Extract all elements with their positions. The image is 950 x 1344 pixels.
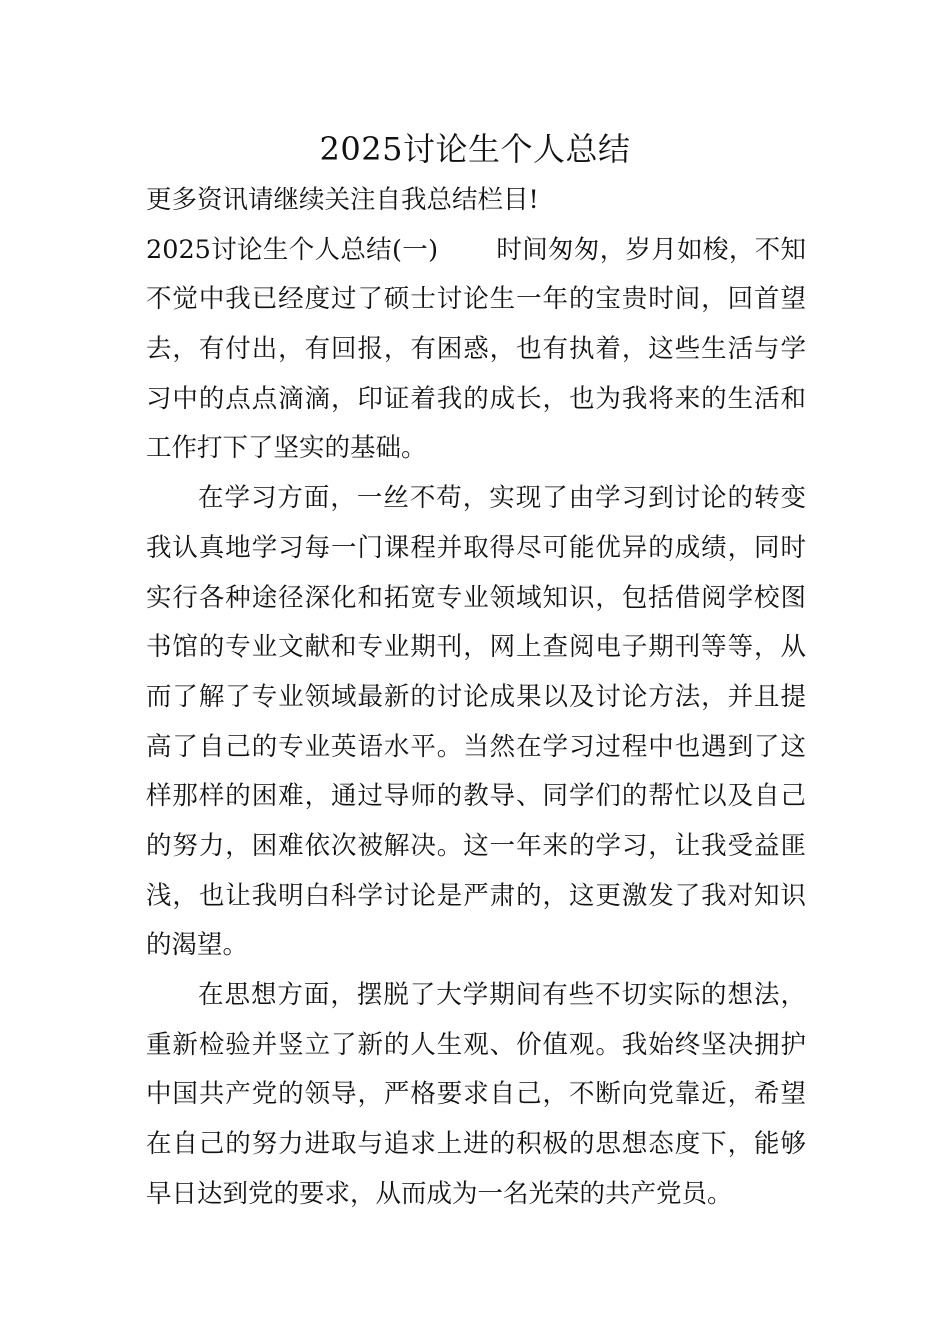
paragraph-line: 实行各种途径深化和拓宽专业领域知识，包括借阅学校图: [146, 582, 806, 613]
paragraph-line: 习中的点点滴滴，印证着我的成长，也为我将来的生活和: [146, 383, 806, 414]
paragraph-line: 在思想方面，摆脱了大学期间有些不切实际的想法，: [198, 980, 806, 1010]
paragraph-line: 的努力，困难依次被解决。这一年来的学习，让我受益匪: [146, 830, 806, 861]
document-body: [146, 176, 806, 1219]
paragraph-line: 样那样的困难，通过导师的教导、同学们的帮忙以及自己: [146, 781, 806, 812]
paragraph-line: 书馆的专业文献和专业期刊，网上查阅电子期刊等等，从: [146, 632, 806, 663]
paragraph-line: 中国共产党的领导，严格要求自己，不断向党靠近，希望: [146, 1079, 806, 1110]
paragraph-line: 而了解了专业领域最新的讨论成果以及讨论方法，并且提: [146, 681, 806, 712]
paragraph-line: 去，有付出，有回报，有困惑，也有执着，这些生活与学: [146, 334, 806, 365]
paragraph-line: 在学习方面，一丝不苟，实现了由学习到讨论的转变: [198, 483, 806, 514]
paragraph-line: 我认真地学习每一门课程并取得尽可能优异的成绩，同时: [146, 532, 806, 563]
intro-line: 更多资讯请继续关注自我总结栏目!: [146, 185, 539, 215]
section-first-line: [146, 226, 806, 276]
paragraph-line: 早日达到党的要求，从而成为一名光荣的共产党员。: [146, 1178, 733, 1209]
paragraph-line: 时间匆匆，岁月如梭，不知: [496, 234, 806, 265]
paragraph-line: 的渴望。: [146, 930, 249, 961]
paragraph-line: 工作打下了坚实的基础。: [146, 433, 427, 464]
paragraph-line: 高了自己的专业英语水平。当然在学习过程中也遇到了这: [146, 731, 806, 762]
document-title: 2025讨论生个人总结: [319, 130, 631, 168]
section-heading: 2025讨论生个人总结(一): [146, 234, 439, 265]
paragraph-line: 在自己的努力进取与追求上进的积极的思想态度下，能够: [146, 1129, 806, 1160]
paragraph-line: 浅，也让我明白科学讨论是严肃的，这更激发了我对知识: [146, 880, 806, 911]
paragraph-line: 不觉中我已经度过了硕士讨论生一年的宝贵时间，回首望: [146, 284, 806, 315]
paragraph-line: 重新检验并竖立了新的人生观、价值观。我始终坚决拥护: [146, 1029, 806, 1060]
